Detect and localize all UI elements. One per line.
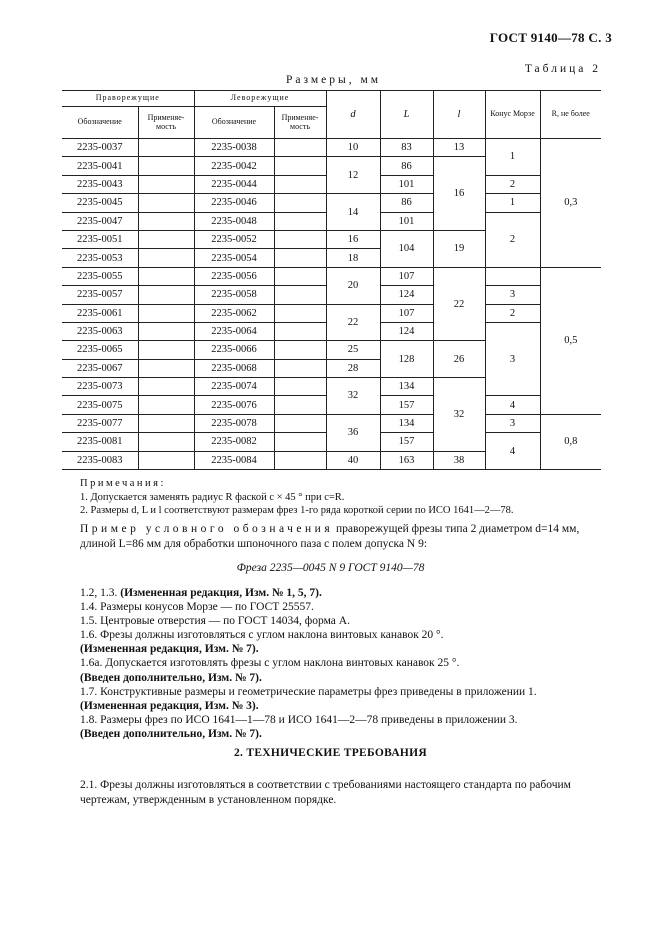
- r-cell: 0,8: [540, 414, 601, 469]
- header-l: l: [433, 91, 485, 139]
- L-cell: 101: [380, 175, 433, 193]
- page-header: ГОСТ 9140—78 С. 3: [489, 30, 612, 45]
- morse-cell: 2: [485, 212, 540, 267]
- code-left: 2235-0076: [194, 396, 274, 414]
- code-left: 2235-0038: [194, 139, 274, 157]
- L-cell: 86: [380, 157, 433, 175]
- L-cell: 86: [380, 194, 433, 212]
- code-right: 2235-0083: [62, 451, 138, 469]
- L-cell: 107: [380, 267, 433, 285]
- r-cell: 0,3: [540, 139, 601, 268]
- clause-item: (Введен дополнительно, Изм. № 7).: [80, 671, 262, 684]
- code-left: 2235-0044: [194, 175, 274, 193]
- clause-item: 1.2, 1.3. (Измененная редакция, Изм. № 1, 5, 7).: [80, 587, 322, 599]
- notes-title: Примечания:: [80, 478, 166, 489]
- L-cell: 107: [380, 304, 433, 322]
- application-cell: [274, 414, 326, 432]
- d-cell: 10: [326, 139, 380, 157]
- morse-cell: 3: [485, 286, 540, 304]
- L-cell: 124: [380, 286, 433, 304]
- L-cell: 163: [380, 451, 433, 469]
- d-cell: 18: [326, 249, 380, 267]
- l-cell: 38: [433, 451, 485, 469]
- code-right: 2235-0037: [62, 139, 138, 157]
- code-right: 2235-0075: [62, 396, 138, 414]
- header-left-hand: Леворежущие: [194, 91, 326, 107]
- example-paragraph: [80, 522, 600, 552]
- code-right: 2235-0077: [62, 414, 138, 432]
- code-left: 2235-0056: [194, 267, 274, 285]
- application-cell: [138, 230, 194, 248]
- application-cell: [274, 175, 326, 193]
- paragraph-2-1: 2.1. Фрезы должны изготовляться в соответствии с требованиями настоящего стандарта по рабочим чертежам, утвержденным в установленном порядке.: [80, 779, 571, 806]
- d-cell: 32: [326, 378, 380, 415]
- code-right: 2235-0045: [62, 194, 138, 212]
- morse-cell: 4: [485, 433, 540, 470]
- code-right: 2235-0053: [62, 249, 138, 267]
- application-cell: [274, 139, 326, 157]
- code-left: 2235-0052: [194, 230, 274, 248]
- application-cell: [138, 433, 194, 451]
- application-cell: [138, 249, 194, 267]
- code-left: 2235-0042: [194, 157, 274, 175]
- code-right: 2235-0067: [62, 359, 138, 377]
- code-left: 2235-0066: [194, 341, 274, 359]
- L-cell: 128: [380, 341, 433, 378]
- application-cell: [138, 341, 194, 359]
- clause-item: (Измененная редакция, Изм. № 7).: [80, 643, 259, 656]
- application-cell: [274, 378, 326, 396]
- code-left: 2235-0046: [194, 194, 274, 212]
- morse-cell: 1: [485, 139, 540, 176]
- morse-cell: 2: [485, 175, 540, 193]
- clause-item: 1.7. Конструктивные размеры и геометрические параметры фрез приведены в приложении 1.: [80, 685, 537, 698]
- L-cell: 157: [380, 396, 433, 414]
- morse-cell: 3: [485, 322, 540, 396]
- d-cell: 25: [326, 341, 380, 359]
- application-cell: [274, 359, 326, 377]
- d-cell: 40: [326, 451, 380, 469]
- morse-cell: 4: [485, 396, 540, 414]
- application-cell: [274, 286, 326, 304]
- code-right: 2235-0051: [62, 230, 138, 248]
- application-cell: [138, 194, 194, 212]
- table-name: Таблица 2: [524, 63, 601, 75]
- application-cell: [138, 359, 194, 377]
- d-cell: 36: [326, 414, 380, 451]
- example-lead: Пример условного обозначения: [80, 523, 334, 535]
- code-left: 2235-0058: [194, 286, 274, 304]
- d-cell: 28: [326, 359, 380, 377]
- morse-cell: [485, 267, 540, 285]
- L-cell: 83: [380, 139, 433, 157]
- application-cell: [138, 451, 194, 469]
- L-cell: 134: [380, 414, 433, 432]
- code-left: 2235-0078: [194, 414, 274, 432]
- header-designation-right: Обозначение: [62, 107, 138, 139]
- morse-cell: 1: [485, 194, 540, 212]
- code-left: 2235-0084: [194, 451, 274, 469]
- l-cell: 19: [433, 230, 485, 267]
- clause-item: 1.5. Центровые отверстия — по ГОСТ 14034, форма А.: [80, 615, 350, 628]
- application-cell: [138, 322, 194, 340]
- morse-cell: 3: [485, 414, 540, 432]
- d-cell: 14: [326, 194, 380, 231]
- clause-item: (Введен дополнительно, Изм. № 7).: [80, 727, 262, 740]
- header-r: R, не более: [540, 91, 601, 139]
- code-right: 2235-0057: [62, 286, 138, 304]
- header-d: d: [326, 91, 380, 139]
- application-cell: [274, 451, 326, 469]
- clause-list: [80, 586, 537, 741]
- application-cell: [138, 396, 194, 414]
- header-application-right: Применяе-мость: [138, 107, 194, 139]
- application-cell: [138, 267, 194, 285]
- header-designation-left: Обозначение: [194, 107, 274, 139]
- application-cell: [274, 267, 326, 285]
- l-cell: 26: [433, 341, 485, 378]
- clause-item: 1.8. Размеры фрез по ИСО 1641—1—78 и ИСО 1641—2—78 приведены в приложении 3.: [80, 713, 518, 726]
- note-2: 2. Размеры d, L и l соответствуют размерам фрез 1-го ряда короткой серии по ИСО 1641—2—78.: [80, 505, 514, 516]
- example-text: праворежущей фрезы типа 2 диаметром d=14 мм, длиной L=86 мм для обработки шпоночного паза с полем допуска N 9:: [80, 523, 580, 550]
- L-cell: 134: [380, 378, 433, 396]
- code-left: 2235-0062: [194, 304, 274, 322]
- L-cell: 104: [380, 230, 433, 267]
- application-cell: [274, 322, 326, 340]
- clause-item: 1.6а. Допускается изготовлять фрезы с углом наклона винтовых канавок 25 °.: [80, 657, 460, 670]
- application-cell: [138, 414, 194, 432]
- clause-item: 1.4. Размеры конусов Морзе — по ГОСТ 25557.: [80, 601, 314, 614]
- d-cell: 12: [326, 157, 380, 194]
- header-application-left: Применяе-мость: [274, 107, 326, 139]
- code-left: 2235-0048: [194, 212, 274, 230]
- table-caption: Размеры, мм: [286, 74, 382, 86]
- application-cell: [138, 304, 194, 322]
- application-cell: [274, 212, 326, 230]
- application-cell: [274, 249, 326, 267]
- l-cell: 22: [433, 267, 485, 341]
- d-cell: 22: [326, 304, 380, 341]
- code-left: 2235-0074: [194, 378, 274, 396]
- code-right: 2235-0041: [62, 157, 138, 175]
- application-cell: [274, 157, 326, 175]
- code-left: 2235-0064: [194, 322, 274, 340]
- code-right: 2235-0061: [62, 304, 138, 322]
- header-right-hand: Праворежущие: [62, 91, 194, 107]
- application-cell: [138, 157, 194, 175]
- code-right: 2235-0063: [62, 322, 138, 340]
- d-cell: 20: [326, 267, 380, 304]
- section-title: 2. ТЕХНИЧЕСКИЕ ТРЕБОВАНИЯ: [233, 747, 428, 759]
- code-right: 2235-0043: [62, 175, 138, 193]
- application-cell: [138, 212, 194, 230]
- code-right: 2235-0047: [62, 212, 138, 230]
- clause-item: (Измененная редакция, Изм. № 3).: [80, 699, 259, 712]
- application-cell: [274, 304, 326, 322]
- clause-item: 1.6. Фрезы должны изготовляться с углом наклона винтовых канавок 20 °.: [80, 629, 444, 642]
- example-designation: Фреза 2235—0045 N 9 ГОСТ 9140—78: [236, 562, 425, 574]
- L-cell: 101: [380, 212, 433, 230]
- table-notes: [80, 477, 514, 518]
- application-cell: [138, 286, 194, 304]
- code-left: 2235-0054: [194, 249, 274, 267]
- application-cell: [138, 378, 194, 396]
- code-right: 2235-0065: [62, 341, 138, 359]
- header-L: L: [380, 91, 433, 139]
- application-cell: [138, 175, 194, 193]
- l-cell: 16: [433, 157, 485, 231]
- note-1: 1. Допускается заменять радиус R фаской c × 45 ° при c=R.: [80, 491, 345, 503]
- code-left: 2235-0082: [194, 433, 274, 451]
- application-cell: [274, 230, 326, 248]
- code-right: 2235-0055: [62, 267, 138, 285]
- l-cell: 32: [433, 378, 485, 452]
- dimensions-table: [62, 90, 601, 470]
- L-cell: 124: [380, 322, 433, 340]
- morse-cell: 2: [485, 304, 540, 322]
- application-cell: [138, 139, 194, 157]
- code-right: 2235-0081: [62, 433, 138, 451]
- application-cell: [274, 194, 326, 212]
- application-cell: [274, 396, 326, 414]
- L-cell: 157: [380, 433, 433, 451]
- l-cell: 13: [433, 139, 485, 157]
- r-cell: 0,5: [540, 267, 601, 414]
- code-right: 2235-0073: [62, 378, 138, 396]
- application-cell: [274, 341, 326, 359]
- code-left: 2235-0068: [194, 359, 274, 377]
- application-cell: [274, 433, 326, 451]
- header-morse: Конус Морзе: [485, 91, 540, 139]
- d-cell: 16: [326, 230, 380, 248]
